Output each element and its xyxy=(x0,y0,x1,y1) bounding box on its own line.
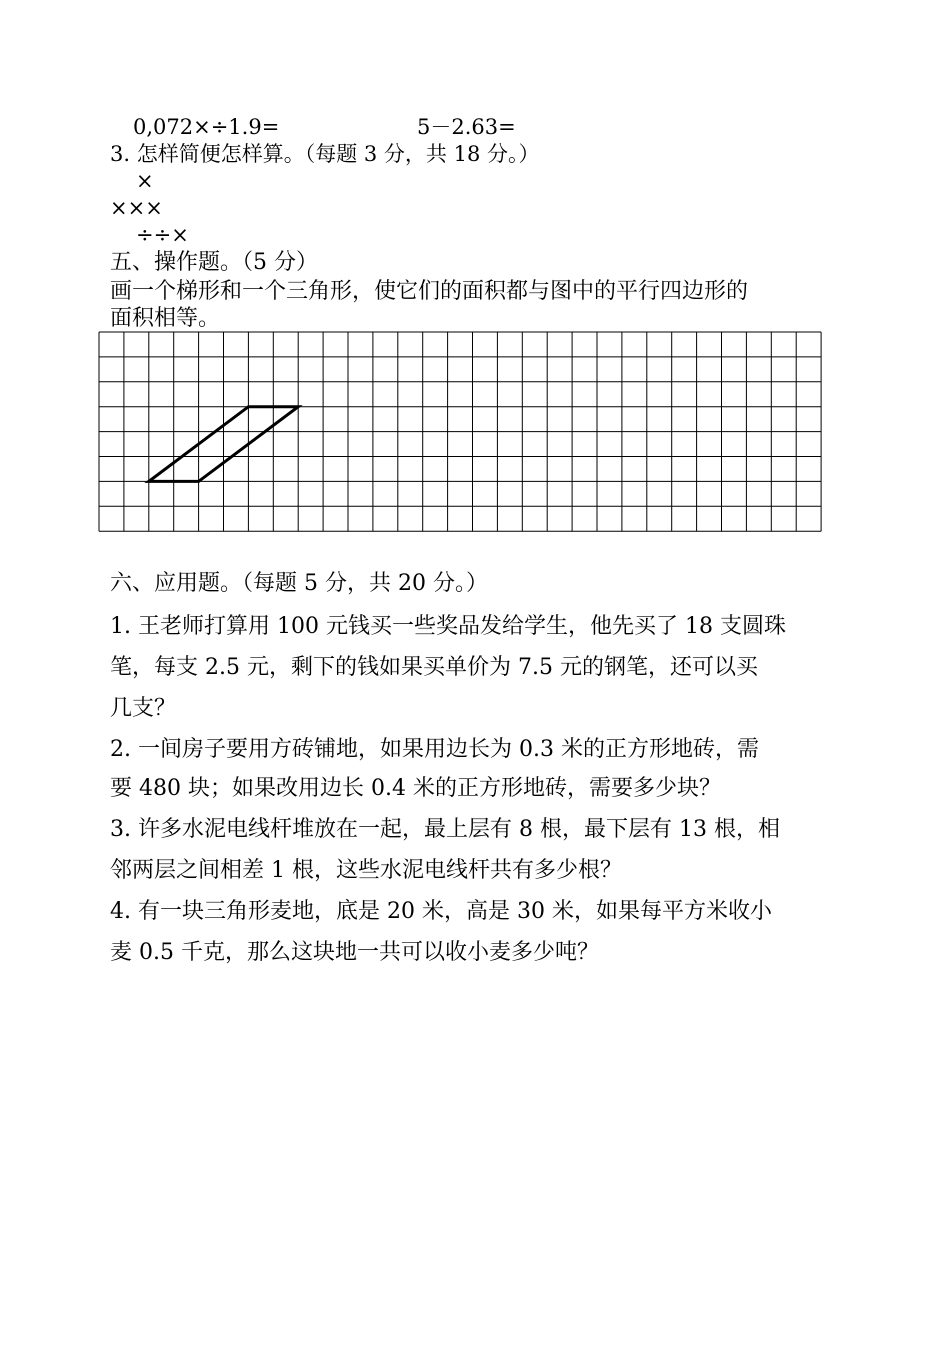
application-line-5: 要 480 块；如果改用边长 0.4 米的正方形地砖，需要多少块？ xyxy=(110,776,721,801)
application-line-2: 笔，每支 2.5 元，剩下的钱如果买单价为 7.5 元的钢笔，还可以买 xyxy=(110,655,758,680)
calc-right: 5－2.63= xyxy=(417,115,516,139)
drawing-grid[interactable] xyxy=(98,331,822,533)
application-line-4: 2. 一间房子要用方砖铺地，如果用边长为 0.3 米的正方形地砖，需 xyxy=(110,737,759,762)
applications-heading: 六、应用题。（每题 5 分，共 20 分。） xyxy=(110,571,488,596)
operation-heading: 五、操作题。（5 分） xyxy=(110,250,318,275)
operation-instruction-1: 画一个梯形和一个三角形，使它们的面积都与图中的平行四边形的 xyxy=(110,279,749,304)
calc-left: 0,072×÷1.9= xyxy=(133,115,280,139)
application-line-1: 1. 王老师打算用 100 元钱买一些奖品发给学生，他先买了 18 支圆珠 xyxy=(110,614,786,639)
application-line-6: 3. 许多水泥电线杆堆放在一起，最上层有 8 根，最下层有 13 根，相 xyxy=(110,817,780,842)
application-line-3: 几支？ xyxy=(110,696,177,721)
simplify-row-3: ÷÷× xyxy=(136,223,189,247)
simplify-row-1: × xyxy=(136,169,154,193)
simplify-heading: 3. 怎样简便怎样算。（每题 3 分，共 18 分。） xyxy=(110,142,540,166)
operation-instruction-2: 面积相等。 xyxy=(110,306,221,331)
simplify-row-2: ××× xyxy=(110,196,163,220)
grid-lines xyxy=(99,332,821,531)
application-line-9: 麦 0.5 千克，那么这块地一共可以收小麦多少吨？ xyxy=(110,940,599,965)
application-line-8: 4. 有一块三角形麦地，底是 20 米，高是 30 米，如果每平方米收小 xyxy=(110,899,772,924)
application-line-7: 邻两层之间相差 1 根，这些水泥电线杆共有多少根？ xyxy=(110,858,622,883)
